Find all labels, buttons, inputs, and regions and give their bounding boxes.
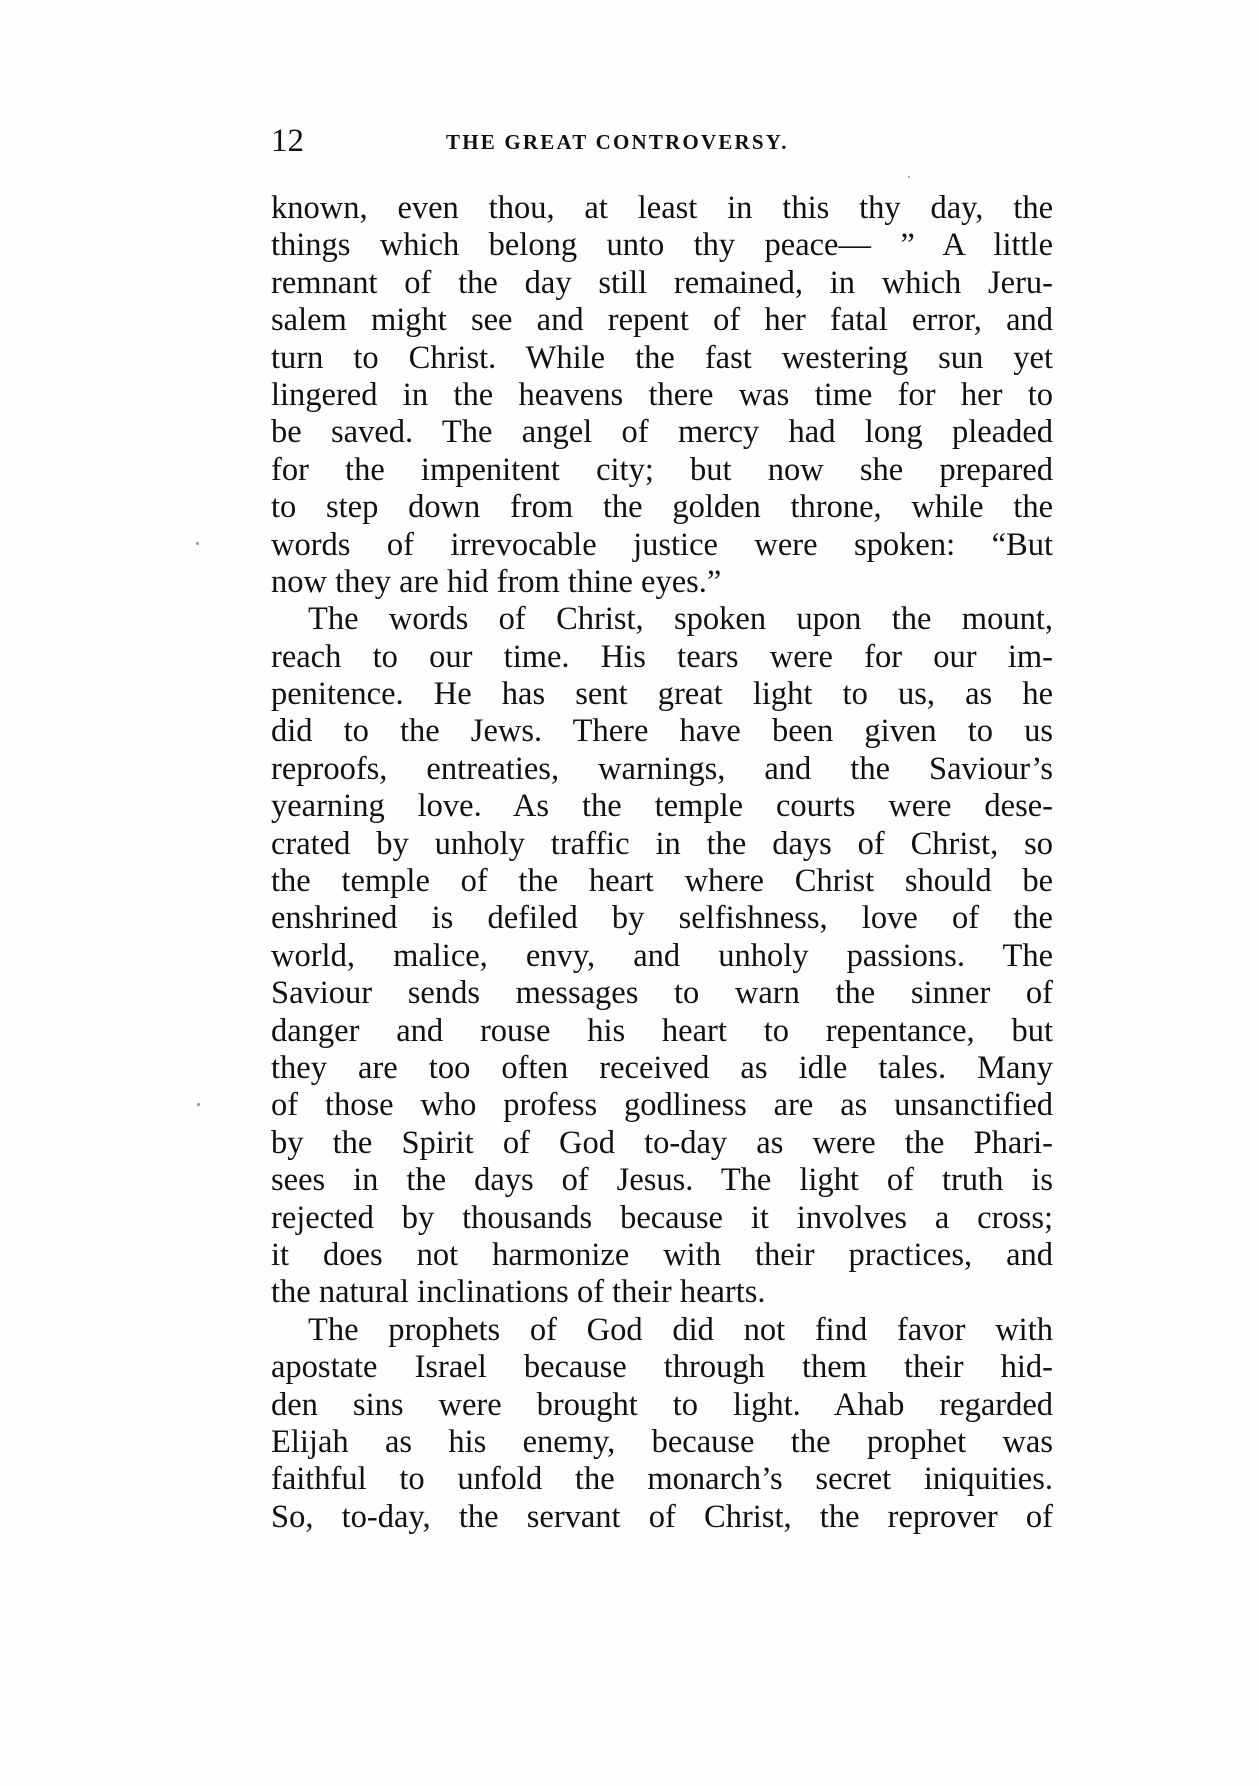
text-line: turn to Christ. While the fast westering sun yet <box>271 339 1053 376</box>
text-line: salem might see and repent of her fatal error, and <box>271 302 1053 339</box>
text-line: of those who profess godliness are as unsanctified <box>271 1087 1053 1124</box>
text-line: Saviour sends messages to warn the sinner of <box>271 975 1053 1012</box>
text-line: words of irrevocable justice were spoken: “But <box>271 526 1053 563</box>
text-line: sees in the days of Jesus. The light of truth is <box>271 1162 1053 1199</box>
text-line: remnant of the day still remained, in which Jeru- <box>271 264 1053 301</box>
text-line: reach to our time. His tears were for our im- <box>271 638 1053 675</box>
book-title: THE GREAT CONTROVERSY. <box>446 130 789 154</box>
text-line: yearning love. As the temple courts were dese- <box>271 788 1053 825</box>
text-line: rejected by thousands because it involves a cross; <box>271 1199 1053 1236</box>
text-line: they are too often received as idle tales. Many <box>271 1049 1053 1086</box>
text-line: the temple of the heart where Christ should be <box>271 863 1053 900</box>
text-line: it does not harmonize with their practices, and <box>271 1236 1053 1273</box>
text-line: crated by unholy traffic in the days of Christ, so <box>271 825 1053 862</box>
text-line: known, even thou, at least in this thy day, the <box>271 190 1053 226</box>
text-line: den sins were brought to light. Ahab regarded <box>271 1386 1053 1423</box>
text-line: to step down from the golden throne, while the <box>271 489 1053 526</box>
scan-speck <box>197 1103 200 1106</box>
text-line: enshrined is defiled by selfishness, love of the <box>271 900 1053 937</box>
paragraph-start-line: The prophets of God did not find favor with <box>308 1311 1053 1348</box>
running-head <box>271 120 1051 162</box>
text-line: the natural inclinations of their hearts. <box>271 1274 766 1311</box>
body-text <box>271 190 1053 1536</box>
text-line: now they are hid from thine eyes.” <box>271 563 722 600</box>
text-line: by the Spirit of God to-day as were the Phari- <box>271 1124 1053 1161</box>
text-line: danger and rouse his heart to repentance, but <box>271 1012 1053 1049</box>
text-line: for the impenitent city; but now she prepared <box>271 451 1053 488</box>
scan-speck <box>908 176 910 178</box>
page-number: 12 <box>271 123 304 159</box>
text-line: Elijah as his enemy, because the prophet was <box>271 1423 1053 1460</box>
text-line: reproofs, entreaties, warnings, and the Saviour’s <box>271 750 1053 787</box>
text-line: lingered in the heavens there was time for her to <box>271 376 1053 413</box>
text-line: So, to-day, the servant of Christ, the reprover of <box>271 1498 1053 1535</box>
text-line: apostate Israel because through them their hid- <box>271 1349 1053 1386</box>
text-line: things which belong unto thy peace— ” A little <box>271 227 1053 264</box>
scan-speck <box>196 542 199 545</box>
text-line: did to the Jews. There have been given to us <box>271 713 1053 750</box>
paragraph-start-line: The words of Christ, spoken upon the mount, <box>308 601 1053 638</box>
text-line: penitence. He has sent great light to us, as he <box>271 676 1053 713</box>
text-line: world, malice, envy, and unholy passions. The <box>271 937 1053 974</box>
text-line: be saved. The angel of mercy had long pleaded <box>271 414 1053 451</box>
text-line: faithful to unfold the monarch’s secret iniquities. <box>271 1461 1053 1498</box>
